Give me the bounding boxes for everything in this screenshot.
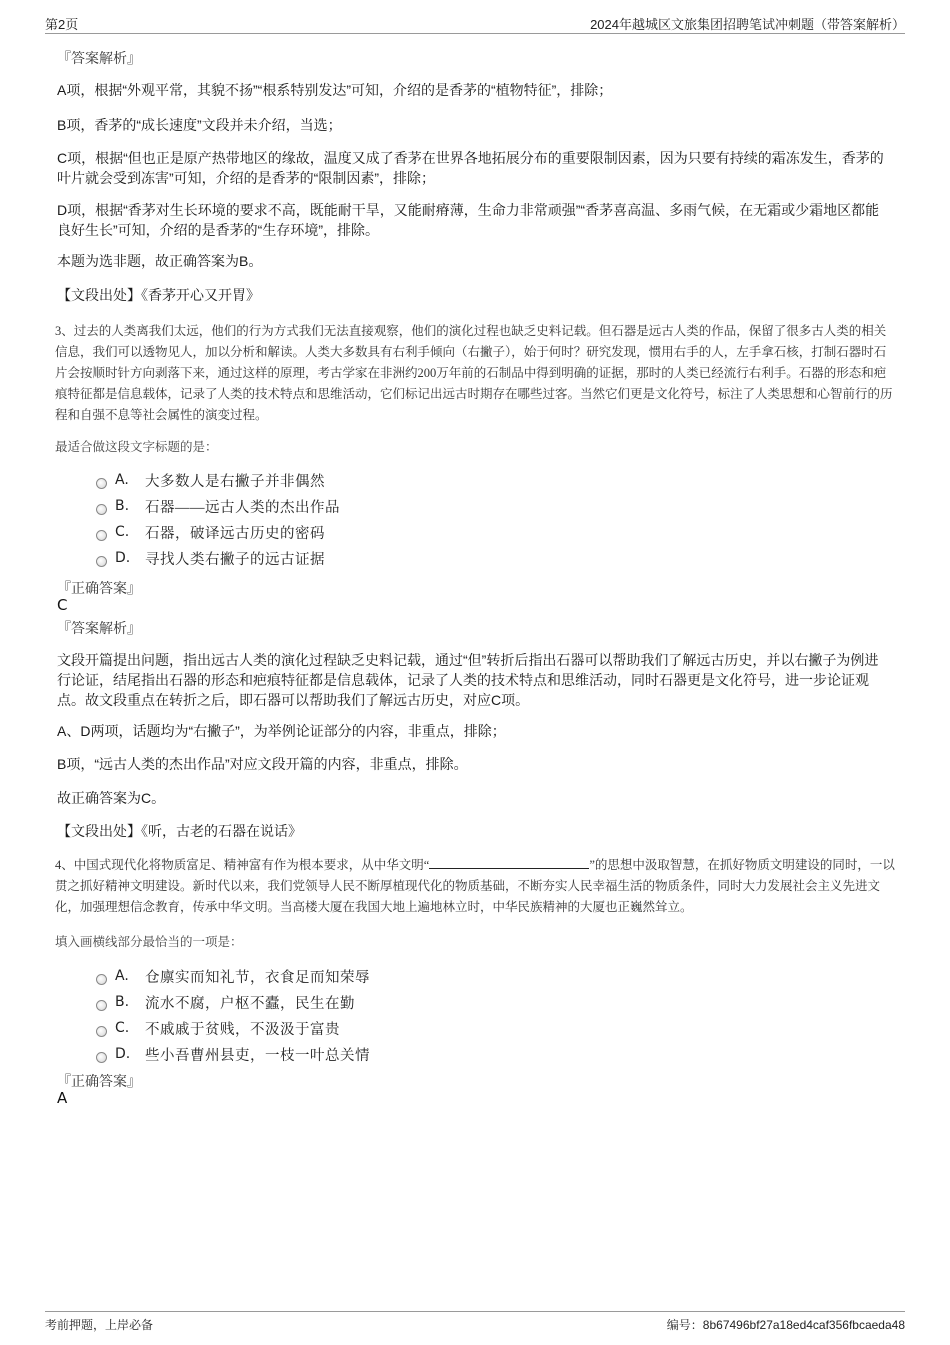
source-citation: 【文段出处】《香茅开心又开胃》 [57, 287, 260, 303]
radio-icon[interactable] [96, 1052, 107, 1063]
analysis-label: 『答案解析』 [57, 51, 141, 67]
option-list [96, 467, 340, 571]
correct-answer: C [57, 596, 68, 614]
option-d[interactable]: D. 些小吾曹州县吏，一枝一叶总关情 [96, 1041, 370, 1067]
analysis-paragraph: A项，根据“外观平常，其貌不扬”“根系特别发达”可知，介绍的是香茅的“植物特征”，排除； [57, 82, 613, 98]
analysis-paragraph: 文段开篇提出问题，指出远古人类的演化过程缺乏史料记载，通过“但”转折后指出石器可以帮助我们了解远古历史，并以右撇子为例进行论证，结尾指出石器的形态和疤痕特征都是信息载体，记录了人类的技术特点和思维活动，同时石器更是文化符号，进一步论证观点。故文段重点在转折之后，即石器可以帮助我们了解远古历史，对应C项。 [57, 652, 879, 708]
analysis-paragraph: B项，“远古人类的杰出作品”对应文段开篇的内容，非重点，排除。 [57, 756, 468, 772]
source-citation: 【文段出处】《听，古老的石器在说话》 [57, 823, 302, 839]
analysis-paragraph: B项，香茅的“成长速度”文段并未介绍，当选； [57, 117, 342, 133]
option-b[interactable]: B. 流水不腐，户枢不蠹，民生在勤 [96, 989, 370, 1015]
question-stem: 4、中国式现代化将物质富足、精神富有作为根本要求，从中华文明“ ”的思想中汲取智慧，在抓好物质文明建设的同时，一以贯之抓好精神文明建设。新时代以来，我们党领导人民不断厚植现代化的物质基础，不断夯实人民幸福生活的物质条件，同时大力发展社会主义先进文化，加强理想信念教育，传承中华文明。当高楼大厦在我国大地上遍地林立时，中华民族精神的大厦也正巍然耸立。 [55, 858, 895, 914]
correct-answer-label: 『正确答案』 [57, 581, 141, 597]
page-header [45, 14, 905, 34]
option-c[interactable]: C. 不戚戚于贫贱，不汲汲于富贵 [96, 1015, 370, 1041]
option-a[interactable]: A. 仓廪实而知礼节，衣食足而知荣辱 [96, 963, 370, 989]
radio-icon[interactable] [96, 1026, 107, 1037]
analysis-paragraph: C项，根据“但也正是原产热带地区的缘故，温度又成了香茅在世界各地拓展分布的重要限制因素，因为只要有持续的霜冻发生，香茅的叶片就会受到冻害”可知，介绍的是香茅的“限制因素”，排除； [57, 150, 884, 186]
option-d[interactable]: D. 寻找人类右撇子的远古证据 [96, 545, 340, 571]
question-prompt: 最适合做这段文字标题的是： [55, 440, 218, 454]
question-stem: 3、过去的人类离我们太远，他们的行为方式我们无法直接观察，他们的演化过程也缺乏史料记载。但石器是远古人类的作品，保留了很多古人类的相关信息，我们可以透物见人，加以分析和解读。人类大多数具有右利手倾向（右撇子），始于何时？研究发现，惯用右手的人，左手拿石核，打制石器时石片会按顺时针方向剥落下来，通过这样的原理，考古学家在非洲约200万年前的石制品中得到明确的证据，那时的人类已经流行右利手。石器的形态和疤痕特征都是信息载体，记录了人类的技术特点和思维活动，它们标记出远古时期存在哪些过客。当然它们更是文化符号，标注了人类思想和心智前行的历程和自强不息等社会属性的演变过程。 [55, 324, 893, 422]
fill-blank [429, 857, 589, 869]
page-footer [45, 1311, 905, 1335]
question-prompt: 填入画横线部分最恰当的一项是： [55, 935, 243, 949]
radio-icon[interactable] [96, 1000, 107, 1011]
radio-icon[interactable] [96, 530, 107, 541]
analysis-conclusion: 本题为选非题，故正确答案为B。 [57, 253, 263, 269]
radio-icon[interactable] [96, 974, 107, 985]
analysis-label: 『答案解析』 [57, 621, 141, 637]
radio-icon[interactable] [96, 556, 107, 567]
option-c[interactable]: C. 石器，破译远古历史的密码 [96, 519, 340, 545]
document-title: 2024年越城区文旅集团招聘笔试冲刺题（带答案解析） [590, 17, 905, 32]
option-a[interactable]: A. 大多数人是右撇子并非偶然 [96, 467, 340, 493]
page-number: 第2页 [45, 17, 79, 32]
radio-icon[interactable] [96, 504, 107, 515]
option-b[interactable]: B. 石器——远古人类的杰出作品 [96, 493, 340, 519]
correct-answer-label: 『正确答案』 [57, 1074, 141, 1090]
analysis-conclusion: 故正确答案为C。 [57, 790, 166, 806]
correct-answer: A [57, 1089, 68, 1107]
radio-icon[interactable] [96, 478, 107, 489]
document-serial: 编号：8b67496bf27a18ed4caf356fbcaeda48 [666, 1318, 905, 1332]
analysis-paragraph: D项，根据“香茅对生长环境的要求不高，既能耐干旱，又能耐瘠薄，生命力非常顽强”“香茅喜高温、多雨气候，在无霜或少霜地区都能良好生长”可知，介绍的是香茅的“生存环境”，排除。 [57, 202, 880, 238]
analysis-paragraph: A、D两项，话题均为“右撇子”，为举例论证部分的内容，非重点，排除； [57, 723, 506, 739]
option-list [96, 963, 370, 1067]
footer-slogan: 考前押题，上岸必备 [45, 1318, 154, 1332]
